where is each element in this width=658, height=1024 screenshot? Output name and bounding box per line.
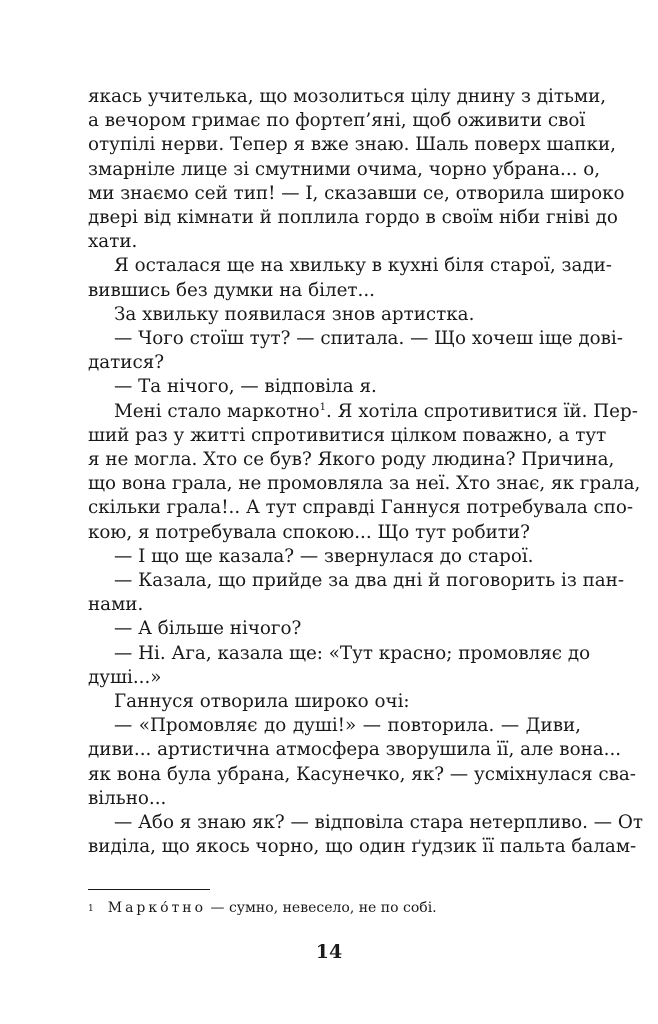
- text-line: [88, 400, 638, 424]
- text-line: скільки грала!.. А тут справді Ганнуся потребувала спо-: [88, 497, 634, 519]
- text-line: ший раз у житті спротивитися цілком поважно, а тут: [88, 424, 607, 446]
- footnote: [88, 899, 581, 917]
- text-line: отупілі нерви. Тепер я вже знаю. Шаль поверх шапки,: [88, 134, 616, 156]
- text-line: — Або я знаю як? — відповіла стара нетерпливо. — От: [114, 812, 643, 834]
- text-line: як вона була убрана, Касунечко, як? — усміхнулася сва-: [88, 763, 636, 785]
- text-line: що вона грала, не промовляла за неї. Хто знає, як грала,: [88, 473, 641, 495]
- text-line: вившись без думки на білет...: [88, 279, 375, 301]
- text-line: кою, я потребувала спокою... Що тут робити?: [88, 521, 530, 543]
- page-number: 14: [315, 941, 343, 963]
- body-text: [88, 85, 643, 860]
- footnote-marker: 1: [88, 904, 94, 914]
- text-fragment: . Я хотіла спротивитися їй. Пер-: [326, 400, 638, 422]
- text-line: змарніле лице зі смутними очима, чорно убрана... о,: [88, 158, 601, 180]
- text-line: вільно...: [88, 787, 167, 809]
- text-line: душі...»: [88, 666, 162, 688]
- text-line: виділа, що якось чорно, що один ґудзик її пальта балам-: [88, 836, 637, 858]
- footnote-term: Марко́тно: [107, 900, 207, 916]
- text-line: — І що ще казала? — звернулася до старої.: [114, 545, 534, 567]
- text-line: я не могла. Хто се був? Якого роду людина? Причина,: [88, 449, 615, 471]
- text-line: а вечором гримає по фортеп’яні, щоб оживити свої: [88, 110, 586, 132]
- text-line: Я осталася ще на хвильку в кухні біля старої, зади-: [114, 255, 612, 277]
- footnote-divider: [88, 889, 210, 890]
- text-line: — Чого стоїш тут? — спитала. — Що хочеш іще дові-: [114, 328, 623, 350]
- text-line: ми знаємо сей тип! — І, сказавши се, отворила широко: [88, 182, 625, 204]
- text-line: За хвильку появилася знов артистка.: [114, 303, 475, 325]
- text-line: хати.: [88, 231, 138, 253]
- text-line: Ганнуся отворила широко очі:: [114, 691, 410, 713]
- text-line: якась учителька, що мозолиться цілу днину з дітьми,: [88, 86, 607, 107]
- text-line: двері від кімнати й поплила гордо в своїм ніби гніві до: [88, 207, 618, 229]
- text-line: нами.: [88, 594, 144, 616]
- text-line: — А більше нічого?: [114, 618, 302, 640]
- footnote-reference: 1: [319, 401, 326, 413]
- text-line: — Та нічого, — відповіла я.: [114, 376, 377, 398]
- text-line: — Казала, що прийде за два дні й поговорить із пан-: [114, 570, 625, 592]
- text-line: датися?: [88, 352, 165, 374]
- text-line: — Ні. Ага, казала ще: «Тут красно; промовляє до: [114, 642, 591, 664]
- text-line: диви... артистична атмосфера зворушила її, але вона...: [88, 739, 622, 761]
- text-fragment: Мені стало маркотно: [114, 400, 320, 422]
- footnote-definition: — сумно, невесело, не по собі.: [206, 900, 437, 916]
- text-line: — «Промовляє до душі!» — повторила. — Диви,: [114, 715, 581, 737]
